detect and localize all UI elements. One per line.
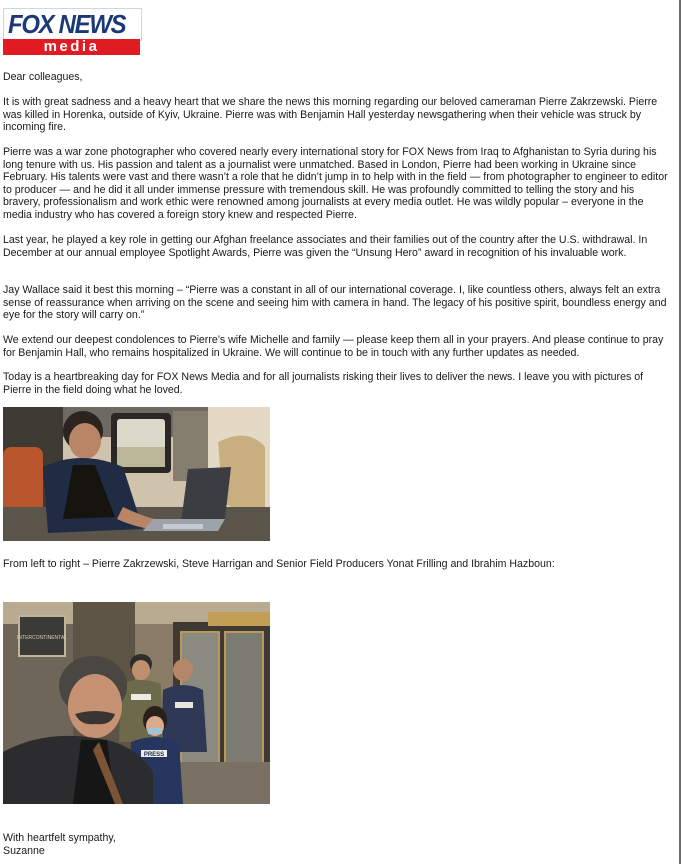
- signoff: With heartfelt sympathy,: [3, 832, 116, 844]
- greeting: Dear colleagues,: [3, 71, 83, 83]
- photo-pierre-in-vehicle: [3, 407, 270, 541]
- paragraph-6: Today is a heartbreaking day for FOX News Media and for all journalists risking their lives to deliver the news. I leave you with pictures of Pierre in the field doing what he loved.: [3, 371, 644, 396]
- logo-wordmark: FOX NEWS: [8, 9, 126, 39]
- photo-caption: From left to right – Pierre Zakrzewski, Steve Harrigan and Senior Field Producers Yonat Frilling and Ibrahim Hazboun:: [3, 558, 555, 570]
- hotel-sign-text: INTERCONTINENTAL: [17, 635, 67, 641]
- fox-news-media-logo: [3, 8, 140, 55]
- paragraph-2: Pierre was a war zone photographer who covered nearly every international story for FOX News from Iraq to Afghanistan to Syria during his long tenure with us. His passion and talent as a journalist were unmatched. Based in London, Pierre had been working in Ukraine since February. His talents were vast and there wasn’t a role that he didn’t jump in to help with in the field — from photographer to engineer to editor to producer — and he did it all under immense pressure with tremendous skill. He was profoundly committed to telling the story and his bravery, professionalism and work ethic were renowned among journalists at every media outlet. He was wildly popular – everyone in the media industry who has covered a foreign story knew and respected Pierre.: [3, 146, 668, 221]
- logo-media-band: media: [3, 39, 140, 55]
- paragraph-3: Last year, he played a key role in getting our Afghan freelance associates and their families out of the country after the U.S. withdrawal. In December at our annual employee Spotlight Awards, Pierre was given the “Unsung Hero” award in recognition of his invaluable work.: [3, 234, 648, 259]
- paragraph-4: Jay Wallace said it best this morning – “Pierre was a constant in all of our international coverage. I, like countless others, always felt an extra sense of reassurance when arriving on the scene and seeing him with camera in hand. The legacy of his positive spirit, boundless energy and eye for the story will carry on.”: [3, 284, 667, 321]
- signature: Suzanne: [3, 845, 45, 857]
- paragraph-1: It is with great sadness and a heavy heart that we share the news this morning regarding our beloved cameraman Pierre Zakrzewski. Pierre was killed in Horenka, outside of Kyiv, Ukraine. Pierre was with Benjamin Hall yesterday newsgathering when their vehicle was struck by incoming fire.: [3, 96, 658, 133]
- logo-top-band: [3, 8, 142, 41]
- photo-group-selfie: [3, 602, 270, 804]
- press-vest-label: PRESS: [143, 752, 165, 758]
- paragraph-5: We extend our deepest condolences to Pierre’s wife Michelle and family — please keep them all in your prayers. And please continue to pray for Benjamin Hall, who remains hospitalized in Ukraine. We will continue to be in touch with any further updates as needed.: [3, 334, 664, 359]
